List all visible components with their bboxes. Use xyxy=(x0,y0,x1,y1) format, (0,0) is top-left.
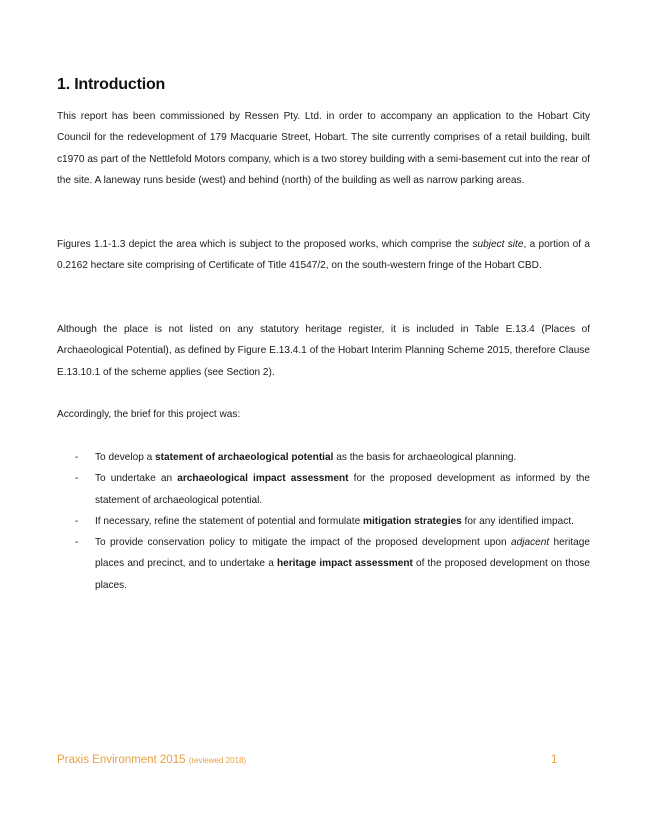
page-number: 1 xyxy=(551,754,558,766)
list-item xyxy=(57,447,590,468)
page-title: 1. Introduction xyxy=(57,76,166,93)
intro-paragraph-2 xyxy=(57,234,590,277)
intro-paragraph-3: Although the place is not listed on any statutory heritage register, it is included in Table E.13.4 (Places of Archaeological Potential), as defined by Figure E.13.4.1 of the Hobart Interim Planning Scheme 2015, therefore Clause E.13.10.1 of the scheme applies (see Section 2). xyxy=(57,324,590,378)
p2-text-before: Figures 1.1-1.3 depict the area which is subject to the proposed works, which comprise the xyxy=(57,239,473,250)
brief-list xyxy=(57,447,590,596)
footer-reviewed: (reviewed 2018) xyxy=(188,756,247,765)
bullet-text: of the proposed development on those places. xyxy=(95,558,590,591)
bullet-text: If necessary, refine the statement of potential and formulate xyxy=(95,515,364,527)
bullet-text: for any identified impact. xyxy=(461,515,574,527)
list-item xyxy=(57,468,590,511)
p2-text-after: , a portion of a 0.2162 hectare site comprising of Certificate of Title 41547/2, on the south-western fringe of the Hobart CBD. xyxy=(57,239,590,272)
bullet-dash: - xyxy=(75,473,79,485)
bullet-bold: statement of archaeological potential xyxy=(155,452,334,463)
list-item xyxy=(57,511,590,532)
intro-paragraph-4: Accordingly, the brief for this project was: xyxy=(57,409,241,420)
bullet-text: To provide conservation policy to mitigate the impact of the proposed development upon xyxy=(95,537,511,549)
bullet-italic: adjacent xyxy=(510,537,550,549)
bullet-bold: heritage impact assessment xyxy=(276,558,413,570)
bullet-dash: - xyxy=(75,515,79,527)
bullet-bold: archaeological impact assessment xyxy=(177,473,349,485)
bullet-dash: - xyxy=(75,537,79,549)
bullet-text: To undertake an xyxy=(95,473,178,485)
bullet-text: for the proposed development as informed by the statement of archaeological potential. xyxy=(95,473,590,506)
p2-italic-subject-site: subject site xyxy=(472,239,524,250)
footer-org xyxy=(57,754,246,766)
bullet-dash: - xyxy=(75,452,79,463)
bullet-bold: mitigation strategies xyxy=(363,515,462,527)
bullet-text: as the basis for archaeological planning. xyxy=(333,452,517,463)
bullet-text: heritage places and precinct, and to undertake a xyxy=(95,537,591,570)
footer-org-name: Praxis Environment 2015 xyxy=(57,754,186,766)
bullet-text: To develop a xyxy=(95,452,156,463)
list-item xyxy=(57,532,590,596)
intro-paragraph-1: This report has been commissioned by Ressen Pty. Ltd. in order to accompany an application to the Hobart City Council for the redevelopment of 179 Macquarie Street, Hobart. The site currently comprises of a retail building, built c1970 as part of the Nettlefold Motors company, which is a two storey building with a semi-basement cut into the rear of the site. A laneway runs beside (west) and behind (north) of the building as well as narrow parking areas. xyxy=(57,111,590,186)
